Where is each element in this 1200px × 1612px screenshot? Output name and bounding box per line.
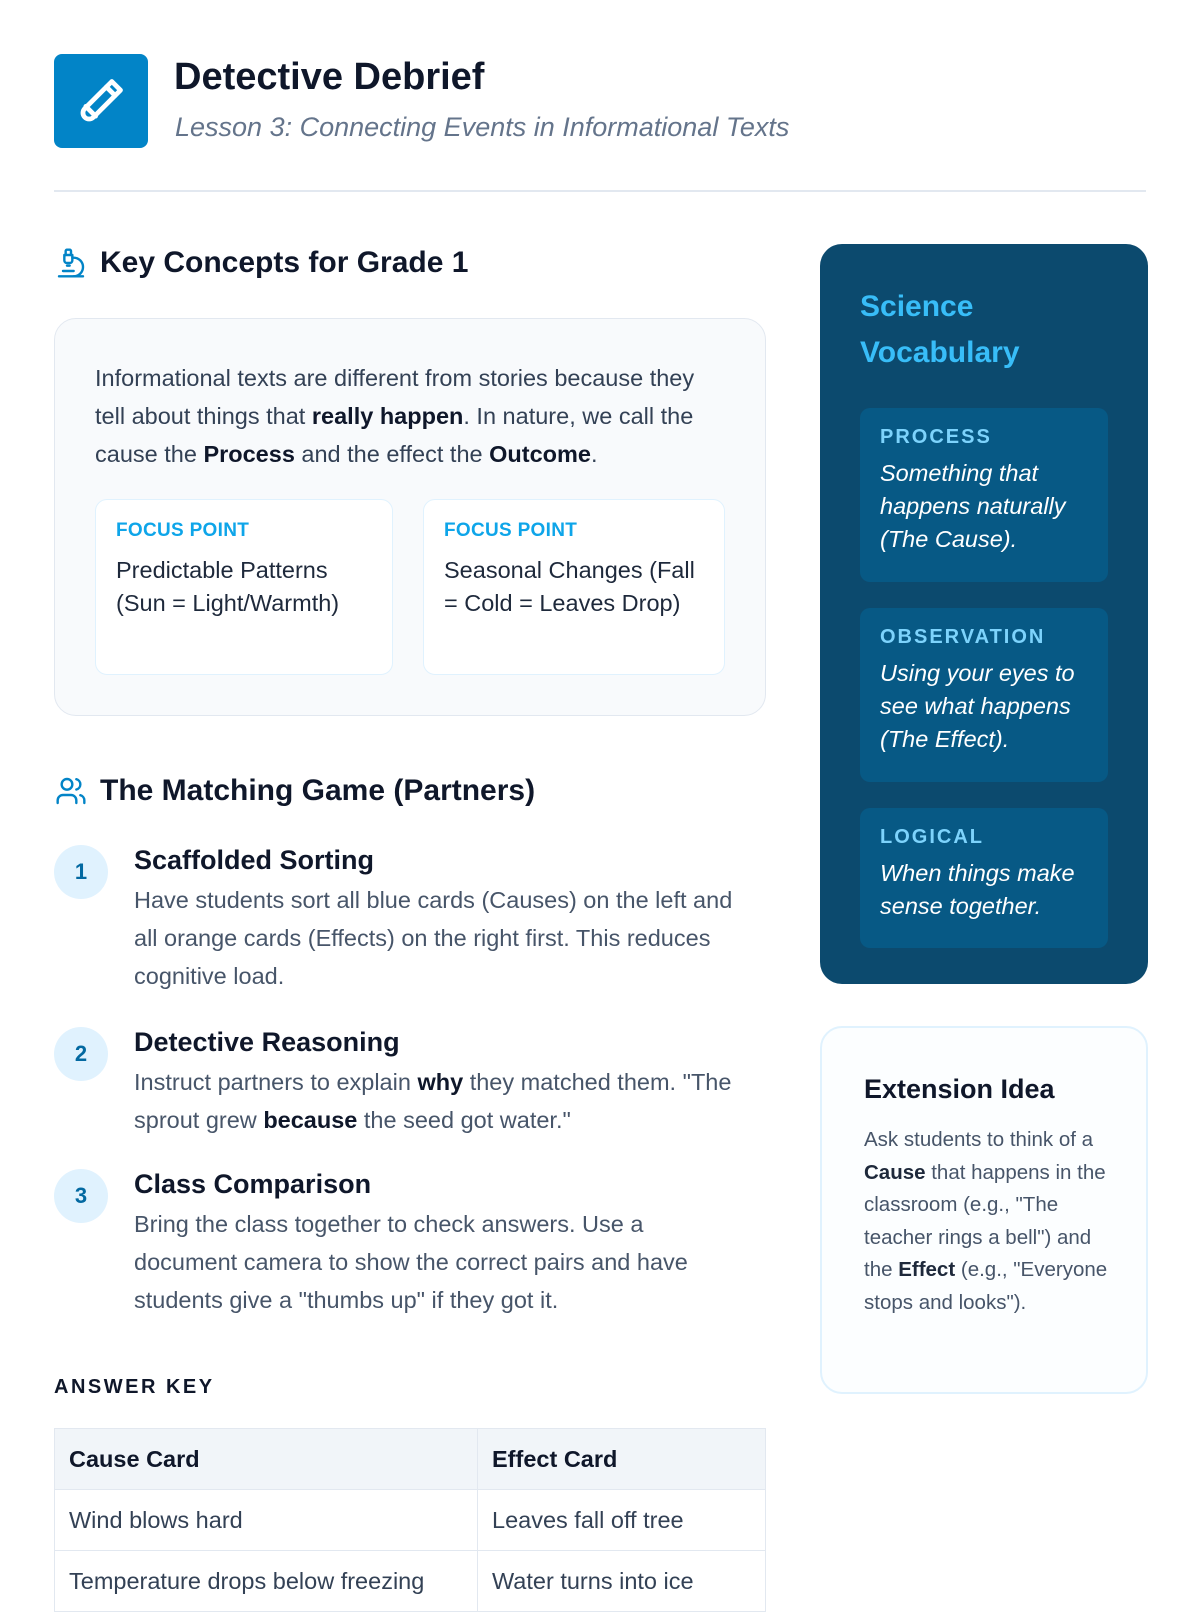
answer-key-table [54, 1428, 766, 1612]
answer-key-label: ANSWER KEY [54, 1376, 215, 1398]
step-body: Have students sort all blue cards (Causes) on the left and all orange cards (Effects) on the right first. This reduces cognitive load. [134, 887, 733, 989]
table-cell: Leaves fall off tree [478, 1490, 766, 1551]
vocabulary-definition: When things make sense together. [880, 860, 1075, 919]
microscope-icon [54, 246, 88, 280]
extension-idea-card [820, 1026, 1148, 1394]
step-title: Detective Reasoning [134, 1027, 400, 1057]
focus-point-text: Predictable Patterns (Sun = Light/Warmth) [116, 557, 340, 616]
vocabulary-term: LOGICAL [880, 826, 984, 848]
focus-point-label: FOCUS POINT [444, 520, 578, 541]
vocabulary-item [860, 408, 1108, 582]
table-cell: Water turns into ice [478, 1551, 766, 1612]
focus-point-card [95, 499, 393, 675]
page-subtitle: Lesson 3: Connecting Events in Informational Texts [175, 112, 790, 142]
step-title: Scaffolded Sorting [134, 845, 375, 875]
matching-game-title: The Matching Game (Partners) [100, 774, 536, 807]
page-header [54, 54, 1146, 192]
table-cell: Wind blows hard [55, 1490, 478, 1551]
focus-point-card [423, 499, 725, 675]
vocabulary-item [860, 808, 1108, 948]
step-body: Bring the class together to check answers. Use a document camera to show the correct pairs and have students give a "thumbs up" if they got it. [134, 1211, 688, 1313]
extension-body: Ask students to think of a Cause that happens in the classroom (e.g., "The teacher rings a bell") and the Effect (e.g., "Everyone stops and looks"). [864, 1128, 1108, 1314]
vocabulary-definition: Using your eyes to see what happens (The Effect). [880, 660, 1075, 752]
key-concepts-text: Informational texts are different from stories because they tell about things that really happen. In nature, we call the cause the Process and the effect the Outcome. [95, 365, 695, 467]
vocabulary-term: PROCESS [880, 426, 992, 448]
step-number: 2 [54, 1027, 108, 1081]
logo [54, 54, 148, 148]
column-header: Effect Card [478, 1429, 766, 1490]
pen-icon [75, 75, 127, 127]
matching-game-heading [54, 774, 535, 808]
key-concepts-title: Key Concepts for Grade 1 [100, 246, 469, 279]
vocabulary-panel [820, 244, 1148, 984]
vocabulary-title: Science Vocabulary [860, 290, 1020, 369]
page-title: Detective Debrief [174, 56, 485, 98]
step-number: 3 [54, 1169, 108, 1223]
vocabulary-definition: Something that happens naturally (The Cause). [880, 460, 1066, 552]
table-cell: Temperature drops below freezing [55, 1551, 478, 1612]
step-body: Instruct partners to explain why they matched them. "The sprout grew because the seed got water." [134, 1069, 732, 1133]
table-row [55, 1551, 766, 1612]
key-concepts-card [54, 318, 766, 716]
column-header: Cause Card [55, 1429, 478, 1490]
vocabulary-term: OBSERVATION [880, 626, 1046, 648]
vocabulary-item [860, 608, 1108, 782]
key-concepts-heading [54, 246, 468, 280]
focus-point-label: FOCUS POINT [116, 520, 250, 541]
table-header-row [55, 1429, 766, 1490]
users-icon [54, 774, 88, 808]
focus-point-text: Seasonal Changes (Fall = Cold = Leaves Drop) [444, 557, 695, 616]
step-number: 1 [54, 845, 108, 899]
table-row [55, 1490, 766, 1551]
extension-title: Extension Idea [864, 1074, 1055, 1104]
step-title: Class Comparison [134, 1169, 372, 1199]
